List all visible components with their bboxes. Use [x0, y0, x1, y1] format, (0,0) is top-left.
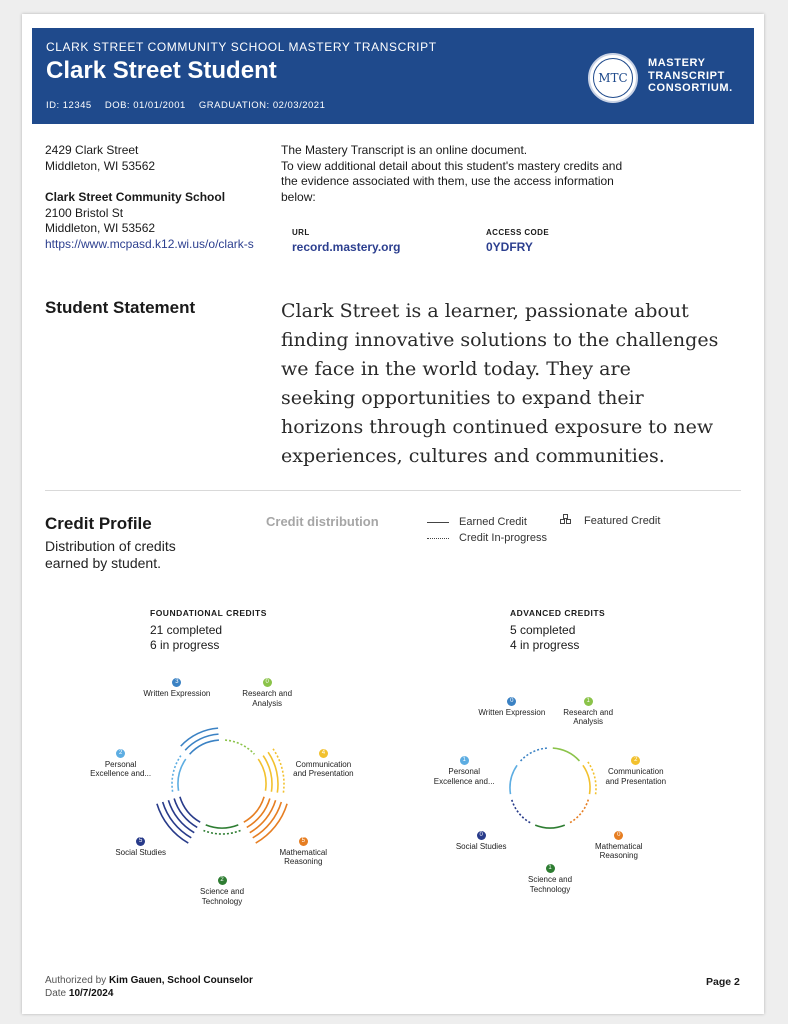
foundational-summary: [150, 606, 267, 653]
credit-area-label: Social Studies: [455, 841, 507, 851]
school-url-link[interactable]: https://www.mcpasd.k12.wi.us/o/clark-s: [45, 236, 254, 251]
info-line: the evidence associated with them, use the access information: [281, 174, 614, 188]
credit-count-badge: 1: [546, 864, 555, 873]
footer-authorization: [45, 974, 253, 1000]
date-line: [45, 987, 253, 1000]
student-meta: [46, 100, 335, 111]
logo-line: MASTERY: [648, 57, 706, 69]
credit-arc: [521, 748, 548, 761]
credit-area-node: [569, 831, 669, 861]
logo-line: CONSORTIUM.: [648, 82, 733, 94]
advanced-completed: 5 completed: [510, 623, 576, 637]
credit-arc: [225, 740, 254, 754]
dotted-line-icon: [427, 538, 449, 539]
subtitle-line: earned by student.: [45, 555, 161, 571]
subtitle-line: Distribution of credits: [45, 538, 176, 554]
credit-area-node: [217, 678, 317, 708]
credit-area-label: Personal Excellence and...: [90, 759, 152, 779]
credit-arc: [258, 759, 266, 791]
credit-distribution-label: Credit distribution: [266, 514, 379, 529]
authorized-line: [45, 974, 253, 987]
page-number: Page 2: [706, 976, 740, 988]
credit-arc: [553, 748, 580, 761]
school-name: Clark Street Community School: [45, 190, 226, 204]
advanced-in-progress: 4 in progress: [510, 638, 580, 652]
credit-count-badge: 1: [584, 697, 593, 706]
student-name: Clark Street Student: [46, 57, 277, 84]
credit-area-node: [273, 749, 373, 779]
credit-count-badge: 3: [172, 678, 181, 687]
credit-area-label: Written Expression: [143, 689, 211, 699]
credit-arc: [180, 797, 200, 822]
credit-area-label: Communication and Presentation: [605, 767, 667, 786]
address-block: [45, 143, 254, 252]
authorized-date: 10/7/2024: [68, 988, 114, 999]
student-dob: DOB: 01/01/2001: [104, 100, 186, 111]
student-address-line: Middleton, WI 53562: [45, 158, 156, 173]
credit-area-label: Mathematical Reasoning: [279, 847, 328, 867]
advanced-summary: [510, 606, 605, 653]
advanced-label: ADVANCED CREDITS: [510, 608, 606, 618]
credit-area-node: [431, 831, 531, 852]
credit-area-node: [127, 678, 227, 699]
credit-area-node: [500, 864, 600, 894]
access-info-text: [281, 143, 701, 205]
mtc-logo-icon: [588, 53, 638, 103]
consortium-logo-text: [648, 57, 733, 95]
credit-count-badge: 5: [136, 837, 145, 846]
credit-area-node: [253, 837, 353, 867]
credit-count-badge: 2: [116, 749, 125, 758]
foundational-completed: 21 completed: [150, 623, 223, 637]
credit-arc: [204, 830, 241, 834]
credit-count-badge: 0: [507, 697, 516, 706]
statement-line: finding innovative solutions to the challenges: [281, 329, 719, 351]
info-line: To view additional detail about this student's mastery credits and: [281, 158, 623, 173]
credit-arc: [174, 798, 197, 827]
school-address-line: 2100 Bristol St: [45, 205, 124, 220]
advanced-credit-chart: [430, 694, 670, 894]
foundational-credit-chart: [72, 674, 372, 914]
student-address-line: 2429 Clark Street: [45, 143, 139, 157]
foundational-label: FOUNDATIONAL CREDITS: [150, 608, 267, 618]
foundational-in-progress: 6 in progress: [150, 638, 220, 652]
authorized-by: Kim Gauen, School Counselor: [108, 975, 253, 986]
credit-profile-title: Credit Profile: [45, 514, 152, 533]
legend-in-progress: [427, 530, 547, 546]
solid-line-icon: [427, 522, 449, 523]
logo-line: TRANSCRIPT: [648, 69, 725, 82]
credit-count-badge: 2: [218, 876, 227, 885]
credit-count-badge: 0: [263, 678, 272, 687]
credit-count-badge: 0: [477, 831, 486, 840]
featured-credit-icon: [560, 514, 572, 527]
credit-area-label: Science and Technology: [199, 887, 245, 906]
statement-line: Clark Street is a learner, passionate about: [281, 300, 689, 322]
credit-count-badge: 1: [460, 756, 469, 765]
credit-arc: [206, 825, 239, 828]
transcript-header: [32, 28, 754, 124]
statement-line: we face in the world today. They are: [281, 358, 631, 380]
credit-arc: [181, 728, 218, 746]
authorized-prefix: Authorized by: [45, 975, 109, 986]
credit-arc: [185, 734, 218, 750]
school-transcript-title: CLARK STREET COMMUNITY SCHOOL MASTERY TRANSCRIPT: [46, 40, 437, 54]
credit-area-label: Written Expression: [478, 707, 546, 717]
credit-arc: [168, 800, 194, 832]
student-id: ID: 12345: [46, 100, 92, 111]
section-divider: [45, 490, 741, 491]
chart-legend: [427, 514, 547, 546]
credit-area-node: [462, 697, 562, 718]
access-details: [292, 228, 652, 264]
statement-line: experiences, cultures and communities.: [281, 445, 665, 467]
credit-area-label: Research and Analysis: [563, 707, 614, 727]
credit-area-label: Science and Technology: [527, 875, 573, 894]
student-statement-title: Student Statement: [45, 298, 196, 317]
legend-earned-label: Earned Credit: [459, 516, 527, 528]
school-address-line: Middleton, WI 53562: [45, 221, 156, 235]
credit-arc: [512, 800, 530, 823]
credit-area-label: Social Studies: [115, 847, 167, 857]
credit-area-label: Research and Analysis: [242, 689, 293, 708]
credit-area-node: [91, 837, 191, 858]
info-line: The Mastery Transcript is an online document.: [281, 143, 528, 157]
credit-arc: [247, 798, 270, 827]
transcript-page: [22, 14, 764, 1014]
credit-area-node: [586, 756, 686, 786]
legend-featured-label: Featured Credit: [584, 515, 661, 527]
credit-area-label: Mathematical Reasoning: [595, 841, 643, 861]
logo-initials: MTC: [593, 58, 633, 98]
date-prefix: Date: [45, 988, 69, 999]
credit-arc: [244, 797, 264, 822]
legend-in-progress-label: Credit In-progress: [459, 532, 548, 544]
credit-area-node: [172, 876, 272, 906]
credit-count-badge: 5: [299, 837, 308, 846]
credit-area-node: [71, 749, 171, 779]
statement-line: seeking opportunities to expand their: [281, 387, 644, 409]
credit-count-badge: 2: [631, 756, 640, 765]
credit-count-badge: 4: [319, 749, 328, 758]
credit-profile-subtitle: [45, 538, 176, 572]
credit-arc: [570, 800, 588, 823]
credit-area-node: [414, 756, 514, 786]
legend-featured: [560, 514, 660, 527]
access-code-value: 0YDFRY: [486, 240, 533, 254]
access-code-label: ACCESS CODE: [486, 228, 550, 237]
info-line: below:: [281, 189, 316, 204]
url-label: URL: [292, 228, 310, 237]
credit-arc: [178, 759, 186, 791]
credit-arc: [250, 800, 276, 832]
student-graduation: GRADUATION: 02/03/2021: [198, 100, 326, 111]
url-value-link[interactable]: record.mastery.org: [292, 240, 401, 254]
credit-area-label: Personal Excellence and...: [433, 767, 495, 786]
credit-count-badge: 0: [614, 831, 623, 840]
credit-area-label: Communication and Presentation: [293, 759, 354, 779]
statement-line: horizons through continued exposure to new: [281, 416, 714, 438]
student-statement-text: [281, 297, 751, 471]
legend-earned: [427, 514, 547, 530]
credit-arc: [535, 825, 565, 828]
